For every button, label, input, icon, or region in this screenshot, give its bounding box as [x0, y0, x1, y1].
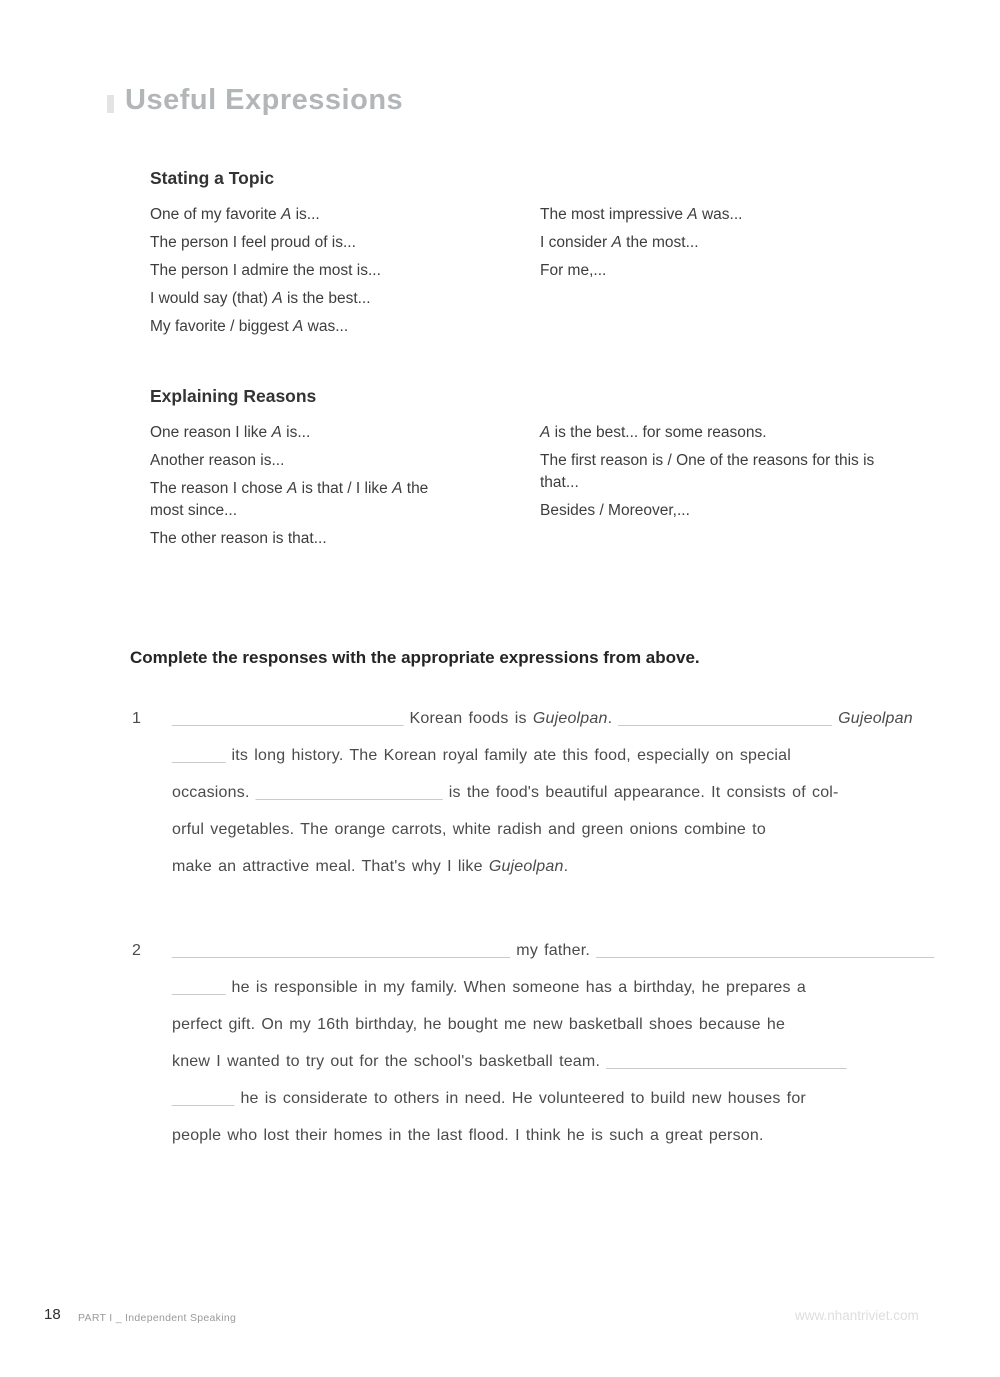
exercise-text-line: occasions. _____________________ is the food's beautiful appearance. It consists of col-: [172, 784, 839, 801]
expression-line: A is the best... for some reasons.: [540, 424, 767, 441]
exercise-text-line: orful vegetables. The orange carrots, white radish and green onions combine to: [172, 821, 766, 838]
exercise-item-2: [130, 932, 935, 1154]
section-title: Stating a Topic: [150, 168, 275, 188]
exercise-item-number: 2: [132, 942, 141, 959]
expression-columns: [150, 204, 940, 344]
expression-line: Another reason is...: [150, 452, 285, 469]
expression-line: The first reason is / One of the reasons for this is that...: [540, 452, 875, 491]
blank-line: ______: [172, 979, 226, 996]
exercise-text-line: perfect gift. On my 16th birthday, he bought me new basketball shoes because he: [172, 1016, 786, 1033]
exercise-text-line: ______ its long history. The Korean royal family ate this food, especially on special: [172, 747, 792, 764]
exercise-text-line: ______ he is responsible in my family. When someone has a birthday, he prepares a: [172, 979, 806, 996]
expression-line: I consider A the most...: [540, 234, 699, 251]
exercise-instructions: Complete the responses with the appropriate expressions from above.: [130, 648, 700, 667]
blank-line: ______________________________________: [172, 942, 511, 959]
exercise-item-1: [130, 700, 920, 885]
footer-watermark: www.nhantriviet.com: [795, 1308, 919, 1323]
section-explaining-reasons: [150, 386, 940, 556]
expression-line: The other reason is that...: [150, 530, 327, 547]
blank-line: ______: [172, 747, 226, 764]
exercise-item-body: [172, 700, 920, 885]
exercise-text-line: ______________________________________ my father. ______________________________________: [172, 942, 935, 959]
expression-line: For me,...: [540, 262, 607, 279]
exercise-text-line: people who lost their homes in the last flood. I think he is such a great person.: [172, 1127, 764, 1144]
expression-line: Besides / Moreover,...: [540, 502, 690, 519]
exercise-text-line: __________________________ Korean foods is Gujeolpan. ________________________ Gujeolpan: [172, 710, 913, 727]
blank-line: _____________________: [255, 784, 443, 801]
exercise-text-line: knew I wanted to try out for the school's basketball team. ___________________________: [172, 1053, 847, 1070]
header-accent-bar: [107, 95, 114, 113]
expression-line: One reason I like A is...: [150, 424, 311, 441]
section-stating-a-topic: [150, 168, 940, 344]
expression-line: The reason I chose A is that / I like A the most since...: [150, 480, 429, 519]
expression-columns: [150, 422, 940, 556]
blank-line: _______: [172, 1090, 235, 1107]
exercise-text-line: _______ he is considerate to others in need. He volunteered to build new houses for: [172, 1090, 806, 1107]
expression-line: I would say (that) A is the best...: [150, 290, 371, 307]
expression-line: The most impressive A was...: [540, 206, 743, 223]
expression-line: My favorite / biggest A was...: [150, 318, 349, 335]
explaining-reasons-right-column: [540, 422, 880, 556]
stating-topic-right-column: [540, 204, 880, 344]
exercise-text-line: make an attractive meal. That's why I like Gujeolpan.: [172, 858, 569, 875]
blank-line: ________________________: [618, 710, 832, 727]
blank-line: ___________________________: [606, 1053, 847, 1070]
stating-topic-left-column: [150, 204, 438, 344]
page-title: Useful Expressions: [125, 84, 404, 116]
section-title: Explaining Reasons: [150, 386, 317, 406]
footer-part-label: PART I _ Independent Speaking: [78, 1312, 237, 1324]
exercise-item-body: [172, 932, 935, 1154]
blank-line: __________________________: [172, 710, 404, 727]
footer-page-number: 18: [44, 1306, 61, 1323]
blank-line: ______________________________________: [596, 942, 935, 959]
expression-line: The person I admire the most is...: [150, 262, 381, 279]
expression-line: One of my favorite A is...: [150, 206, 320, 223]
expression-line: The person I feel proud of is...: [150, 234, 356, 251]
explaining-reasons-left-column: [150, 422, 438, 556]
exercise-item-number: 1: [132, 710, 141, 727]
